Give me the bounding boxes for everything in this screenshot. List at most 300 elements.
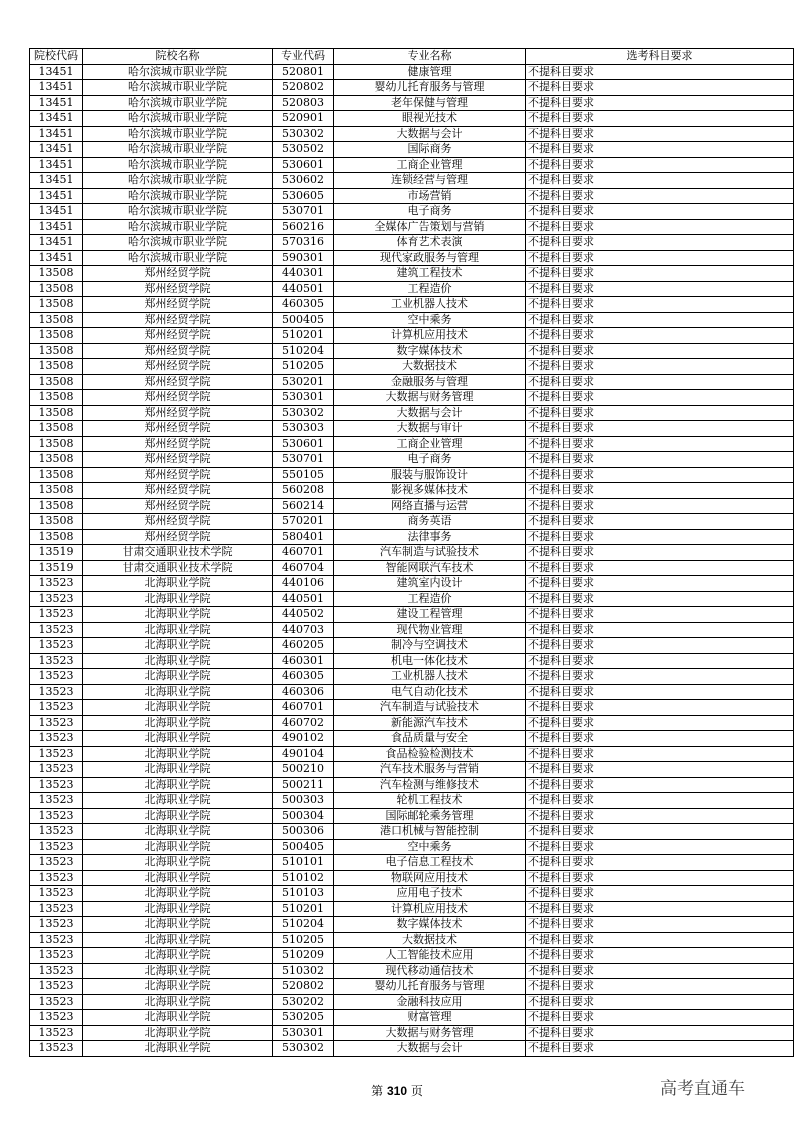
cell-school-code: 13523 [30, 607, 83, 623]
cell-school-name: 北海职业学院 [82, 700, 272, 716]
cell-subject-requirement: 不提科目要求 [526, 777, 794, 793]
cell-major-name: 空中乘务 [333, 839, 525, 855]
cell-school-name: 哈尔滨城市职业学院 [82, 80, 272, 96]
cell-major-name: 婴幼儿托育服务与管理 [333, 80, 525, 96]
cell-major-name: 数字媒体技术 [333, 343, 525, 359]
cell-subject-requirement: 不提科目要求 [526, 948, 794, 964]
cell-major-name: 大数据与会计 [333, 405, 525, 421]
cell-school-name: 北海职业学院 [82, 824, 272, 840]
cell-major-code: 500306 [273, 824, 334, 840]
cell-major-code: 520803 [273, 95, 334, 111]
cell-subject-requirement: 不提科目要求 [526, 467, 794, 483]
cell-school-name: 郑州经贸学院 [82, 452, 272, 468]
cell-school-name: 北海职业学院 [82, 793, 272, 809]
table-row [30, 979, 794, 995]
cell-subject-requirement: 不提科目要求 [526, 157, 794, 173]
table-row [30, 870, 794, 886]
subject-requirements-table [29, 48, 794, 1057]
cell-major-name: 食品质量与安全 [333, 731, 525, 747]
table-row [30, 436, 794, 452]
cell-major-name: 健康管理 [333, 64, 525, 80]
cell-major-code: 530701 [273, 204, 334, 220]
cell-subject-requirement: 不提科目要求 [526, 808, 794, 824]
table-row [30, 994, 794, 1010]
table-row [30, 684, 794, 700]
cell-major-code: 590301 [273, 250, 334, 266]
cell-subject-requirement: 不提科目要求 [526, 746, 794, 762]
cell-school-name: 郑州经贸学院 [82, 436, 272, 452]
cell-major-name: 大数据与财务管理 [333, 390, 525, 406]
cell-major-code: 500210 [273, 762, 334, 778]
table-row [30, 762, 794, 778]
table-row [30, 622, 794, 638]
table-row [30, 901, 794, 917]
table-row [30, 328, 794, 344]
header-subject-requirement: 选考科目要求 [526, 49, 794, 65]
cell-major-code: 460704 [273, 560, 334, 576]
cell-major-code: 530302 [273, 1041, 334, 1057]
table-row [30, 529, 794, 545]
cell-subject-requirement: 不提科目要求 [526, 359, 794, 375]
cell-subject-requirement: 不提科目要求 [526, 917, 794, 933]
cell-major-code: 520901 [273, 111, 334, 127]
table-row [30, 126, 794, 142]
cell-major-code: 460205 [273, 638, 334, 654]
cell-major-code: 560216 [273, 219, 334, 235]
table-row [30, 80, 794, 96]
cell-school-code: 13508 [30, 421, 83, 437]
table-row [30, 1025, 794, 1041]
page-prefix: 第 [371, 1084, 384, 1098]
cell-major-code: 510102 [273, 870, 334, 886]
cell-subject-requirement: 不提科目要求 [526, 281, 794, 297]
cell-major-code: 560208 [273, 483, 334, 499]
table-row [30, 483, 794, 499]
page-suffix: 页 [410, 1084, 423, 1098]
cell-major-name: 人工智能技术应用 [333, 948, 525, 964]
cell-major-code: 460701 [273, 545, 334, 561]
cell-school-name: 郑州经贸学院 [82, 405, 272, 421]
cell-major-name: 大数据与审计 [333, 421, 525, 437]
cell-major-name: 现代家政服务与管理 [333, 250, 525, 266]
cell-subject-requirement: 不提科目要求 [526, 638, 794, 654]
cell-major-code: 580401 [273, 529, 334, 545]
table-row [30, 95, 794, 111]
cell-school-code: 13451 [30, 219, 83, 235]
cell-major-name: 工商企业管理 [333, 436, 525, 452]
cell-major-name: 法律事务 [333, 529, 525, 545]
cell-school-name: 郑州经贸学院 [82, 529, 272, 545]
table-row [30, 219, 794, 235]
cell-school-name: 北海职业学院 [82, 622, 272, 638]
cell-major-name: 汽车制造与试验技术 [333, 545, 525, 561]
table-row [30, 746, 794, 762]
cell-subject-requirement: 不提科目要求 [526, 374, 794, 390]
cell-major-name: 汽车检测与维修技术 [333, 777, 525, 793]
cell-major-name: 金融服务与管理 [333, 374, 525, 390]
cell-major-name: 汽车技术服务与营销 [333, 762, 525, 778]
cell-major-name: 食品检验检测技术 [333, 746, 525, 762]
cell-subject-requirement: 不提科目要求 [526, 669, 794, 685]
cell-subject-requirement: 不提科目要求 [526, 297, 794, 313]
cell-major-name: 建设工程管理 [333, 607, 525, 623]
cell-school-code: 13451 [30, 157, 83, 173]
cell-school-name: 哈尔滨城市职业学院 [82, 188, 272, 204]
cell-subject-requirement: 不提科目要求 [526, 95, 794, 111]
cell-subject-requirement: 不提科目要求 [526, 979, 794, 995]
cell-school-code: 13523 [30, 591, 83, 607]
table-row [30, 281, 794, 297]
cell-major-code: 510204 [273, 917, 334, 933]
cell-school-code: 13519 [30, 545, 83, 561]
cell-school-name: 北海职业学院 [82, 839, 272, 855]
table-row [30, 374, 794, 390]
cell-subject-requirement: 不提科目要求 [526, 839, 794, 855]
cell-major-name: 空中乘务 [333, 312, 525, 328]
cell-subject-requirement: 不提科目要求 [526, 111, 794, 127]
cell-school-code: 13508 [30, 297, 83, 313]
cell-school-code: 13523 [30, 948, 83, 964]
cell-major-name: 建筑工程技术 [333, 266, 525, 282]
cell-major-name: 工业机器人技术 [333, 297, 525, 313]
cell-school-name: 北海职业学院 [82, 855, 272, 871]
cell-major-code: 530301 [273, 1025, 334, 1041]
cell-major-name: 计算机应用技术 [333, 328, 525, 344]
cell-major-name: 商务英语 [333, 514, 525, 530]
cell-school-name: 北海职业学院 [82, 777, 272, 793]
cell-school-name: 郑州经贸学院 [82, 374, 272, 390]
table-row [30, 514, 794, 530]
cell-school-code: 13508 [30, 359, 83, 375]
cell-school-name: 郑州经贸学院 [82, 328, 272, 344]
cell-school-name: 北海职业学院 [82, 715, 272, 731]
cell-subject-requirement: 不提科目要求 [526, 173, 794, 189]
cell-subject-requirement: 不提科目要求 [526, 436, 794, 452]
cell-major-code: 510204 [273, 343, 334, 359]
cell-school-code: 13523 [30, 870, 83, 886]
cell-major-name: 连锁经营与管理 [333, 173, 525, 189]
cell-subject-requirement: 不提科目要求 [526, 328, 794, 344]
cell-school-code: 13523 [30, 793, 83, 809]
cell-school-name: 北海职业学院 [82, 638, 272, 654]
cell-school-name: 北海职业学院 [82, 932, 272, 948]
page-number-value: 310 [386, 1084, 408, 1098]
cell-school-code: 13451 [30, 204, 83, 220]
table-row [30, 808, 794, 824]
cell-school-code: 13523 [30, 963, 83, 979]
cell-subject-requirement: 不提科目要求 [526, 498, 794, 514]
cell-school-code: 13523 [30, 746, 83, 762]
cell-subject-requirement: 不提科目要求 [526, 560, 794, 576]
cell-school-code: 13523 [30, 638, 83, 654]
table-row [30, 266, 794, 282]
cell-major-name: 电子商务 [333, 452, 525, 468]
cell-major-code: 510209 [273, 948, 334, 964]
cell-subject-requirement: 不提科目要求 [526, 653, 794, 669]
cell-school-code: 13451 [30, 111, 83, 127]
cell-major-code: 520801 [273, 64, 334, 80]
cell-major-code: 530301 [273, 390, 334, 406]
cell-major-code: 520802 [273, 80, 334, 96]
cell-school-code: 13523 [30, 684, 83, 700]
cell-school-name: 北海职业学院 [82, 762, 272, 778]
cell-school-name: 郑州经贸学院 [82, 483, 272, 499]
cell-school-code: 13523 [30, 731, 83, 747]
cell-subject-requirement: 不提科目要求 [526, 901, 794, 917]
cell-school-code: 13523 [30, 762, 83, 778]
cell-school-name: 郑州经贸学院 [82, 359, 272, 375]
cell-school-code: 13523 [30, 715, 83, 731]
cell-major-name: 大数据技术 [333, 359, 525, 375]
cell-major-code: 460702 [273, 715, 334, 731]
cell-school-code: 13523 [30, 1010, 83, 1026]
cell-major-code: 510302 [273, 963, 334, 979]
table-row [30, 1041, 794, 1057]
cell-school-name: 北海职业学院 [82, 1010, 272, 1026]
cell-school-name: 哈尔滨城市职业学院 [82, 204, 272, 220]
cell-major-code: 530601 [273, 157, 334, 173]
table-row [30, 839, 794, 855]
table-row [30, 777, 794, 793]
cell-subject-requirement: 不提科目要求 [526, 715, 794, 731]
cell-major-code: 440501 [273, 591, 334, 607]
header-major-code: 专业代码 [273, 49, 334, 65]
cell-major-name: 计算机应用技术 [333, 901, 525, 917]
cell-school-name: 北海职业学院 [82, 684, 272, 700]
cell-major-code: 510205 [273, 932, 334, 948]
cell-subject-requirement: 不提科目要求 [526, 994, 794, 1010]
cell-school-code: 13523 [30, 669, 83, 685]
cell-major-code: 530302 [273, 126, 334, 142]
cell-subject-requirement: 不提科目要求 [526, 405, 794, 421]
cell-major-name: 财富管理 [333, 1010, 525, 1026]
table-row [30, 963, 794, 979]
cell-subject-requirement: 不提科目要求 [526, 1025, 794, 1041]
cell-school-code: 13523 [30, 932, 83, 948]
cell-major-name: 大数据与财务管理 [333, 1025, 525, 1041]
cell-school-name: 哈尔滨城市职业学院 [82, 95, 272, 111]
cell-school-code: 13523 [30, 576, 83, 592]
cell-subject-requirement: 不提科目要求 [526, 142, 794, 158]
cell-school-code: 13508 [30, 328, 83, 344]
cell-school-name: 北海职业学院 [82, 731, 272, 747]
cell-school-code: 13523 [30, 1041, 83, 1057]
cell-major-name: 市场营销 [333, 188, 525, 204]
cell-school-name: 哈尔滨城市职业学院 [82, 111, 272, 127]
cell-major-name: 工程造价 [333, 281, 525, 297]
cell-major-name: 全媒体广告策划与营销 [333, 219, 525, 235]
table-row [30, 653, 794, 669]
cell-school-name: 郑州经贸学院 [82, 390, 272, 406]
table-row [30, 545, 794, 561]
cell-major-code: 510103 [273, 886, 334, 902]
table-row [30, 886, 794, 902]
cell-subject-requirement: 不提科目要求 [526, 514, 794, 530]
cell-subject-requirement: 不提科目要求 [526, 607, 794, 623]
cell-school-code: 13508 [30, 514, 83, 530]
cell-major-name: 体育艺术表演 [333, 235, 525, 251]
cell-school-code: 13523 [30, 653, 83, 669]
cell-school-code: 13508 [30, 281, 83, 297]
table-row [30, 343, 794, 359]
cell-school-name: 郑州经贸学院 [82, 266, 272, 282]
cell-major-code: 510205 [273, 359, 334, 375]
cell-school-name: 郑州经贸学院 [82, 297, 272, 313]
cell-subject-requirement: 不提科目要求 [526, 870, 794, 886]
cell-subject-requirement: 不提科目要求 [526, 126, 794, 142]
cell-major-name: 智能网联汽车技术 [333, 560, 525, 576]
cell-major-code: 510201 [273, 901, 334, 917]
cell-major-name: 港口机械与智能控制 [333, 824, 525, 840]
cell-school-code: 13523 [30, 994, 83, 1010]
table-row [30, 421, 794, 437]
header-major-name: 专业名称 [333, 49, 525, 65]
table-row [30, 793, 794, 809]
cell-subject-requirement: 不提科目要求 [526, 219, 794, 235]
table-row [30, 467, 794, 483]
cell-school-code: 13451 [30, 80, 83, 96]
cell-major-name: 电子商务 [333, 204, 525, 220]
table-row [30, 250, 794, 266]
cell-subject-requirement: 不提科目要求 [526, 824, 794, 840]
cell-major-code: 510101 [273, 855, 334, 871]
cell-school-code: 13508 [30, 266, 83, 282]
cell-major-name: 应用电子技术 [333, 886, 525, 902]
cell-school-code: 13523 [30, 886, 83, 902]
cell-subject-requirement: 不提科目要求 [526, 622, 794, 638]
table-row [30, 235, 794, 251]
table-row [30, 669, 794, 685]
cell-major-name: 大数据技术 [333, 932, 525, 948]
table-row [30, 188, 794, 204]
cell-school-code: 13508 [30, 452, 83, 468]
cell-subject-requirement: 不提科目要求 [526, 576, 794, 592]
header-school-code: 院校代码 [30, 49, 83, 65]
cell-major-code: 520802 [273, 979, 334, 995]
cell-subject-requirement: 不提科目要求 [526, 731, 794, 747]
cell-school-code: 13523 [30, 808, 83, 824]
cell-subject-requirement: 不提科目要求 [526, 1010, 794, 1026]
table-row [30, 917, 794, 933]
cell-major-code: 570316 [273, 235, 334, 251]
cell-school-name: 甘肃交通职业技术学院 [82, 560, 272, 576]
cell-school-code: 13508 [30, 498, 83, 514]
cell-school-code: 13508 [30, 312, 83, 328]
cell-major-name: 汽车制造与试验技术 [333, 700, 525, 716]
cell-major-code: 510201 [273, 328, 334, 344]
cell-major-code: 570201 [273, 514, 334, 530]
cell-school-code: 13451 [30, 95, 83, 111]
cell-major-name: 电子信息工程技术 [333, 855, 525, 871]
cell-school-name: 北海职业学院 [82, 1041, 272, 1057]
cell-school-code: 13519 [30, 560, 83, 576]
cell-major-name: 数字媒体技术 [333, 917, 525, 933]
cell-major-code: 530302 [273, 405, 334, 421]
cell-subject-requirement: 不提科目要求 [526, 855, 794, 871]
cell-school-name: 郑州经贸学院 [82, 421, 272, 437]
cell-major-code: 490102 [273, 731, 334, 747]
table-row [30, 452, 794, 468]
cell-school-name: 北海职业学院 [82, 669, 272, 685]
cell-major-code: 550105 [273, 467, 334, 483]
cell-school-name: 郑州经贸学院 [82, 343, 272, 359]
cell-major-code: 440703 [273, 622, 334, 638]
cell-school-name: 郑州经贸学院 [82, 281, 272, 297]
cell-major-name: 电气自动化技术 [333, 684, 525, 700]
table-row [30, 560, 794, 576]
table-row [30, 824, 794, 840]
cell-school-code: 13508 [30, 467, 83, 483]
cell-subject-requirement: 不提科目要求 [526, 886, 794, 902]
cell-major-name: 建筑室内设计 [333, 576, 525, 592]
cell-major-name: 工程造价 [333, 591, 525, 607]
table-row [30, 700, 794, 716]
table-row [30, 142, 794, 158]
cell-school-name: 北海职业学院 [82, 886, 272, 902]
cell-school-code: 13451 [30, 235, 83, 251]
table-body [30, 64, 794, 1056]
cell-school-code: 13451 [30, 64, 83, 80]
cell-school-name: 哈尔滨城市职业学院 [82, 173, 272, 189]
cell-major-code: 500405 [273, 312, 334, 328]
cell-subject-requirement: 不提科目要求 [526, 700, 794, 716]
cell-major-code: 530601 [273, 436, 334, 452]
cell-school-code: 13508 [30, 374, 83, 390]
cell-major-code: 530202 [273, 994, 334, 1010]
cell-subject-requirement: 不提科目要求 [526, 80, 794, 96]
cell-major-code: 560214 [273, 498, 334, 514]
cell-major-code: 530605 [273, 188, 334, 204]
cell-major-code: 440502 [273, 607, 334, 623]
cell-major-name: 服装与服饰设计 [333, 467, 525, 483]
cell-subject-requirement: 不提科目要求 [526, 312, 794, 328]
cell-school-code: 13508 [30, 405, 83, 421]
cell-school-name: 郑州经贸学院 [82, 514, 272, 530]
cell-school-code: 13523 [30, 979, 83, 995]
cell-school-name: 北海职业学院 [82, 979, 272, 995]
cell-school-code: 13508 [30, 390, 83, 406]
cell-school-name: 哈尔滨城市职业学院 [82, 250, 272, 266]
cell-school-code: 13451 [30, 173, 83, 189]
cell-major-code: 530205 [273, 1010, 334, 1026]
cell-major-code: 530502 [273, 142, 334, 158]
cell-school-code: 13523 [30, 917, 83, 933]
cell-school-code: 13523 [30, 700, 83, 716]
cell-school-name: 北海职业学院 [82, 607, 272, 623]
cell-major-code: 530701 [273, 452, 334, 468]
cell-school-name: 北海职业学院 [82, 917, 272, 933]
table-row [30, 312, 794, 328]
cell-major-name: 老年保健与管理 [333, 95, 525, 111]
cell-subject-requirement: 不提科目要求 [526, 390, 794, 406]
table-row [30, 932, 794, 948]
cell-school-code: 13508 [30, 343, 83, 359]
table-row [30, 111, 794, 127]
cell-school-name: 哈尔滨城市职业学院 [82, 157, 272, 173]
cell-major-code: 490104 [273, 746, 334, 762]
cell-subject-requirement: 不提科目要求 [526, 932, 794, 948]
cell-subject-requirement: 不提科目要求 [526, 188, 794, 204]
cell-major-code: 530201 [273, 374, 334, 390]
cell-subject-requirement: 不提科目要求 [526, 762, 794, 778]
cell-subject-requirement: 不提科目要求 [526, 545, 794, 561]
cell-major-name: 制冷与空调技术 [333, 638, 525, 654]
cell-school-name: 郑州经贸学院 [82, 498, 272, 514]
cell-major-name: 现代物业管理 [333, 622, 525, 638]
cell-subject-requirement: 不提科目要求 [526, 591, 794, 607]
cell-subject-requirement: 不提科目要求 [526, 452, 794, 468]
cell-major-name: 大数据与会计 [333, 126, 525, 142]
